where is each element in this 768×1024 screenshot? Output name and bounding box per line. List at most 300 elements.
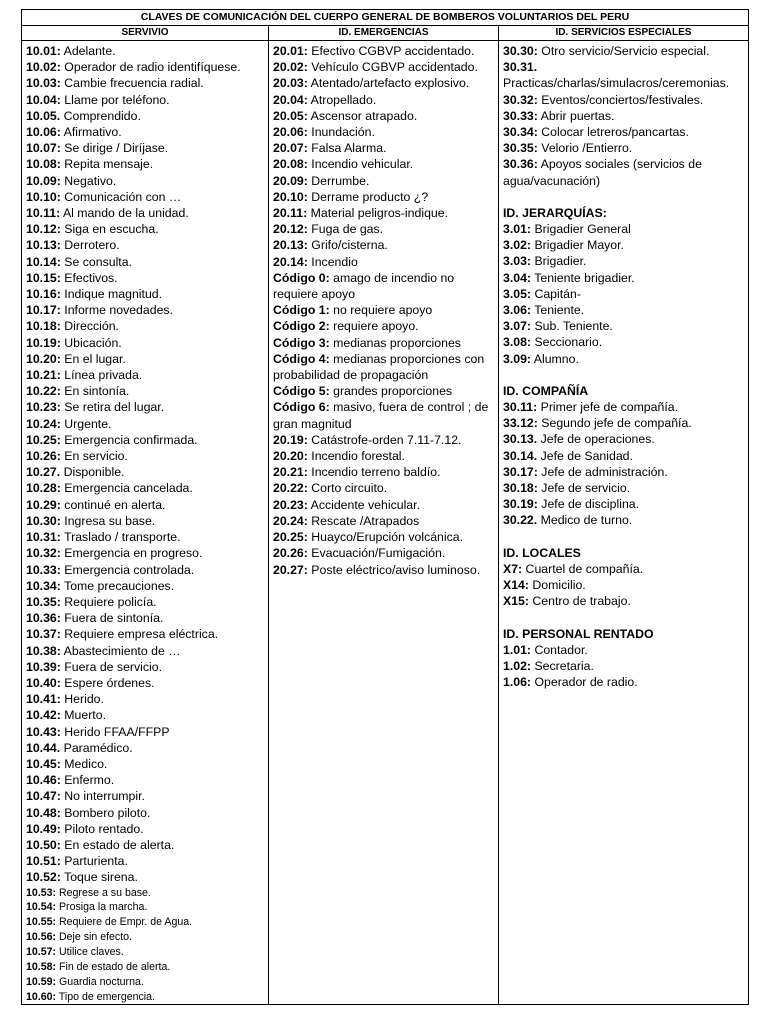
code-description: Se retira del lugar.	[60, 400, 165, 415]
code-label: Código 6:	[273, 400, 330, 415]
code-label: 30.31.	[503, 60, 538, 75]
code-label: 20.07:	[273, 141, 308, 156]
header-emergencias: ID. EMERGENCIAS	[268, 26, 498, 40]
list-item	[503, 399, 745, 415]
compania-list	[503, 399, 745, 529]
code-label: 10.45:	[26, 756, 61, 771]
list-item	[503, 92, 745, 108]
code-description: Inundación.	[307, 125, 375, 140]
code-label: 10.19:	[26, 335, 61, 350]
code-label: 20.22:	[273, 481, 308, 496]
list-item	[273, 562, 495, 578]
code-label: 10.36:	[26, 611, 61, 626]
code-description: Repita mensaje.	[60, 157, 154, 172]
code-label: 20.21:	[273, 465, 308, 480]
code-description: Disponible.	[60, 465, 125, 480]
list-item	[26, 254, 265, 270]
code-label: 10.34:	[26, 578, 61, 593]
code-label: 10.53:	[26, 886, 57, 899]
code-label: 10.33:	[26, 562, 61, 577]
code-label: 10.42:	[26, 708, 61, 723]
list-item	[26, 837, 265, 853]
code-label: 30.35:	[503, 141, 538, 156]
list-item	[26, 156, 265, 172]
code-label: 10.10:	[26, 189, 61, 204]
code-label: 20.04:	[273, 92, 308, 107]
list-item	[26, 853, 265, 869]
code-description: Tome precauciones.	[60, 578, 175, 593]
list-item	[26, 351, 265, 367]
code-label: 10.26:	[26, 449, 61, 464]
list-item	[273, 351, 495, 383]
list-item	[26, 788, 265, 804]
code-description: Capitán-	[531, 286, 581, 301]
code-label: 20.05:	[273, 108, 308, 123]
list-item	[26, 367, 265, 383]
code-label: 10.20:	[26, 351, 61, 366]
code-description: Medico.	[60, 756, 108, 771]
table-body	[22, 41, 748, 1005]
list-item	[26, 975, 265, 990]
code-label: X14:	[503, 578, 529, 593]
code-label: 10.02:	[26, 60, 61, 75]
code-label: 1.06:	[503, 675, 532, 690]
list-item	[26, 529, 265, 545]
especiales-list	[503, 43, 745, 189]
list-item	[503, 221, 745, 237]
code-label: 10.52:	[26, 870, 61, 885]
code-label: 10.58:	[26, 961, 57, 974]
list-item	[26, 594, 265, 610]
code-description: Abrir puertas.	[537, 108, 615, 123]
list-item	[26, 772, 265, 788]
code-description: Urgente.	[60, 416, 112, 431]
list-item	[26, 59, 265, 75]
code-description: Utilice claves.	[56, 946, 124, 959]
code-label: 10.06:	[26, 125, 61, 140]
code-label: 10.40:	[26, 675, 61, 690]
list-item	[26, 915, 265, 930]
code-description: Indique magnitud.	[60, 287, 163, 302]
code-label: 10.30:	[26, 513, 61, 528]
code-description: Derrotero.	[60, 238, 120, 253]
list-item	[26, 886, 265, 901]
list-item	[26, 900, 265, 915]
code-label: 30.11:	[503, 400, 538, 415]
list-item	[273, 464, 495, 480]
list-item	[26, 205, 265, 221]
code-description: Tipo de emergencia.	[56, 990, 155, 1003]
code-description: Domicilio.	[528, 578, 586, 593]
code-description: Corto circuito.	[307, 481, 388, 496]
code-description: Material peligros-indique.	[307, 206, 449, 221]
code-label: 3.02:	[503, 238, 532, 253]
code-description: Espere órdenes.	[60, 675, 155, 690]
list-item	[26, 562, 265, 578]
code-description: Jefe de servicio.	[537, 481, 631, 496]
code-description: Brigadier Mayor.	[531, 238, 624, 253]
list-item	[26, 92, 265, 108]
code-description: Emergencia cancelada.	[60, 481, 193, 496]
list-item	[273, 43, 495, 59]
code-label: 10.11:	[26, 206, 61, 221]
list-item	[503, 464, 745, 480]
code-description: Efectivo CGBVP accidentado.	[307, 44, 475, 58]
code-description: Accidente vehicular.	[307, 497, 420, 512]
list-item	[273, 59, 495, 75]
code-description: Atentado/artefacto explosivo.	[307, 76, 470, 91]
code-description: medianas proporciones	[329, 335, 461, 350]
code-description: Negativo.	[60, 173, 117, 188]
list-item	[26, 140, 265, 156]
code-label: 10.29:	[26, 497, 61, 512]
code-description: Grifo/cisterna.	[307, 238, 388, 253]
list-item	[273, 75, 495, 91]
list-item	[503, 642, 745, 658]
code-label: 10.31:	[26, 530, 61, 545]
code-description: Poste eléctrico/aviso luminoso.	[307, 562, 481, 577]
code-label: 20.26:	[273, 546, 308, 561]
code-label: 10.59:	[26, 976, 57, 988]
codes-table	[21, 9, 749, 1005]
list-item	[26, 513, 265, 529]
code-label: 10.46:	[26, 773, 61, 788]
list-item	[503, 270, 745, 286]
code-description: Guardia nocturna.	[56, 976, 144, 988]
list-item	[26, 675, 265, 691]
list-item	[26, 189, 265, 205]
list-item	[26, 432, 265, 448]
code-description: Efectivos.	[60, 270, 118, 285]
list-item	[273, 221, 495, 237]
code-description: Adelante.	[60, 44, 116, 58]
code-label: 10.03:	[26, 76, 61, 91]
code-label: 20.02:	[273, 60, 308, 75]
list-item	[503, 75, 745, 91]
list-item	[503, 593, 745, 609]
code-label: 10.07:	[26, 141, 61, 156]
code-label: Código 0:	[273, 270, 330, 285]
code-description: Regrese a su base.	[56, 886, 151, 899]
code-label: 10.23:	[26, 400, 61, 415]
code-description: Centro de trabajo.	[528, 594, 631, 609]
code-label: 20.12:	[273, 222, 308, 237]
code-description: En el lugar.	[60, 351, 126, 366]
code-label: 30.34:	[503, 125, 538, 140]
code-label: 10.49:	[26, 821, 61, 836]
list-item	[273, 383, 495, 399]
code-description: Seccionario.	[531, 335, 603, 350]
column-servicio	[22, 41, 268, 1005]
code-label: 20.23:	[273, 497, 308, 512]
code-description: En servicio.	[60, 449, 128, 464]
list-item	[273, 318, 495, 334]
code-label: 10.18:	[26, 319, 61, 334]
code-description: Primer jefe de compañía.	[537, 400, 678, 415]
code-description: masivo, fuera de control ; de gran magnitud	[273, 400, 489, 431]
list-item	[273, 513, 495, 529]
code-label: 10.38:	[26, 643, 61, 658]
code-label: X15:	[503, 594, 529, 609]
code-description: Comprendido.	[60, 108, 141, 123]
list-item	[503, 480, 745, 496]
code-description: Requiere de Empr. de Agua.	[56, 916, 193, 929]
code-label: 10.37:	[26, 627, 61, 642]
list-item	[273, 302, 495, 318]
list-item	[503, 561, 745, 577]
list-item	[26, 724, 265, 740]
list-item	[503, 43, 745, 59]
code-description: Parturienta.	[60, 854, 128, 869]
code-description: Atropellado.	[307, 92, 377, 107]
list-item	[26, 399, 265, 415]
header-servicio: SERVIVIO	[121, 27, 169, 38]
column-headers	[22, 26, 748, 41]
list-item	[26, 124, 265, 140]
list-item	[26, 805, 265, 821]
code-description: Se dirige / Diríjase.	[60, 141, 169, 156]
list-item	[26, 610, 265, 626]
code-label: 10.28:	[26, 481, 61, 496]
list-item	[26, 448, 265, 464]
code-label: 10.14:	[26, 254, 61, 269]
header-especiales: ID. SERVICIOS ESPECIALES	[498, 26, 748, 40]
code-description: Ascensor atrapado.	[307, 108, 418, 123]
code-label: 10.60:	[26, 990, 57, 1003]
code-label: Código 3:	[273, 335, 330, 350]
code-label: 3.05:	[503, 286, 532, 301]
code-description: no requiere apoyo	[329, 303, 433, 318]
list-item	[503, 351, 745, 367]
code-label: 10.57:	[26, 946, 57, 959]
list-item	[273, 545, 495, 561]
list-item	[26, 643, 265, 659]
code-label: Código 1:	[273, 303, 330, 318]
code-label: 30.22.	[503, 513, 538, 528]
code-description: Brigadier General	[531, 222, 631, 237]
code-label: 10.55:	[26, 916, 57, 929]
code-description: Vehículo CGBVP accidentado.	[307, 60, 478, 75]
list-item	[26, 821, 265, 837]
code-description: Otro servicio/Servicio especial.	[537, 44, 710, 58]
code-description: En sintonía.	[60, 384, 130, 399]
code-label: 10.22:	[26, 384, 61, 399]
code-description: Velorio /Entierro.	[537, 141, 633, 156]
code-label: 30.17:	[503, 464, 538, 479]
list-item	[26, 626, 265, 642]
list-item	[26, 173, 265, 189]
code-label: 1.01:	[503, 642, 532, 657]
code-description: Ingresa su base.	[60, 513, 156, 528]
list-item	[26, 221, 265, 237]
code-label: 33.12:	[503, 416, 538, 431]
list-item	[503, 108, 745, 124]
code-description: Bombero piloto.	[60, 805, 151, 820]
code-description: Contador.	[531, 642, 588, 657]
code-description: Teniente brigadier.	[531, 270, 635, 285]
code-description: Cuartel de compañía.	[522, 561, 644, 576]
list-item	[273, 254, 495, 270]
code-label: 30.13.	[503, 432, 538, 447]
code-description: Evacuación/Fumigación.	[307, 546, 446, 561]
code-label: 10.39:	[26, 659, 61, 674]
code-description: Enfermo.	[60, 773, 115, 788]
list-item	[503, 124, 745, 140]
list-item	[26, 464, 265, 480]
list-item	[273, 140, 495, 156]
list-item	[26, 335, 265, 351]
list-item	[273, 497, 495, 513]
code-description: requiere apoyo.	[329, 319, 419, 334]
list-item	[26, 659, 265, 675]
column-especiales	[498, 41, 748, 1005]
code-description: Ubicación.	[60, 335, 122, 350]
code-description: Practicas/charlas/simulacros/ceremonias.	[503, 76, 730, 91]
code-description: Jefe de operaciones.	[537, 432, 655, 447]
code-description: Requiere empresa eléctrica.	[60, 627, 219, 642]
code-label: 3.06:	[503, 303, 532, 318]
list-item	[273, 432, 495, 448]
code-label: 20.19:	[273, 432, 308, 447]
code-label: 10.50:	[26, 837, 61, 852]
code-label: 10.51:	[26, 854, 61, 869]
code-description: Segundo jefe de compañía.	[537, 416, 692, 431]
code-label: 30.18:	[503, 481, 538, 496]
code-description: Paramédico.	[60, 740, 133, 755]
list-item	[26, 270, 265, 286]
code-label: 30.14.	[503, 448, 538, 463]
code-description: Brigadier.	[531, 254, 587, 269]
list-item	[26, 869, 265, 885]
list-item	[26, 578, 265, 594]
code-label: 10.56:	[26, 931, 57, 944]
code-label: 10.44.	[26, 740, 61, 755]
list-item	[26, 108, 265, 124]
code-description: Comunicación con …	[60, 189, 182, 204]
code-description: Rescate /Atrapados	[307, 513, 420, 528]
code-description: Cambie frecuencia radial.	[60, 76, 204, 91]
list-item	[26, 691, 265, 707]
list-item	[503, 302, 745, 318]
code-description: medianas proporciones con probabilidad de propagación	[273, 351, 485, 383]
list-item	[273, 205, 495, 221]
code-label: 3.04:	[503, 270, 532, 285]
code-description: Colocar letreros/pancartas.	[537, 125, 689, 140]
list-item	[273, 92, 495, 108]
list-item	[503, 431, 745, 447]
code-label: 10.32:	[26, 546, 61, 561]
code-description: Apoyos sociales (servicios de agua/vacunación)	[503, 157, 702, 188]
list-item	[503, 156, 745, 188]
code-description: Deje sin efecto.	[56, 931, 133, 944]
code-label: 10.54:	[26, 901, 57, 914]
code-description: Fuga de gas.	[307, 222, 384, 237]
code-description: Toque sirena.	[60, 870, 138, 885]
code-label: 10.12:	[26, 222, 61, 237]
code-label: 10.35:	[26, 594, 61, 609]
code-description: Siga en escucha.	[60, 222, 159, 237]
code-description: Huayco/Erupción volcánica.	[307, 530, 464, 545]
list-item	[273, 335, 495, 351]
code-label: 10.09:	[26, 173, 61, 188]
list-item	[273, 480, 495, 496]
code-description: grandes proporciones	[329, 384, 453, 399]
code-label: X7:	[503, 561, 523, 576]
code-description: Línea privada.	[60, 368, 143, 383]
code-label: 1.02:	[503, 658, 532, 673]
list-item	[26, 740, 265, 756]
table-title: CLAVES DE COMUNICACIÓN DEL CUERPO GENERAL DE BOMBEROS VOLUNTARIOS DEL PERU	[22, 10, 748, 26]
list-item	[26, 237, 265, 253]
list-item	[273, 529, 495, 545]
list-item	[273, 173, 495, 189]
code-description: Jefe de administración.	[537, 464, 668, 479]
list-item	[273, 270, 495, 302]
code-description: Informe novedades.	[60, 303, 173, 318]
code-label: 20.14:	[273, 254, 308, 269]
list-item	[503, 448, 745, 464]
list-item	[503, 674, 745, 690]
code-label: 10.08:	[26, 157, 61, 172]
code-description: Herido FFAA/FFPP	[60, 724, 170, 739]
code-label: 30.36:	[503, 157, 538, 172]
code-label: 30.30:	[503, 44, 538, 58]
code-label: 20.25:	[273, 530, 308, 545]
code-label: 10.01:	[26, 44, 61, 58]
list-item	[26, 43, 265, 59]
list-item	[26, 945, 265, 960]
code-label: 20.13:	[273, 238, 308, 253]
code-label: 20.01:	[273, 44, 308, 58]
section-title-personal: ID. PERSONAL RENTADO	[503, 626, 654, 641]
code-label: 3.01:	[503, 222, 532, 237]
locales-list	[503, 561, 745, 610]
list-item	[26, 960, 265, 975]
code-description: Incendio	[307, 254, 358, 269]
code-label: 10.13:	[26, 238, 61, 253]
code-description: Incendio vehicular.	[307, 157, 414, 172]
code-description: Emergencia controlada.	[60, 562, 195, 577]
code-label: 30.32:	[503, 92, 538, 107]
code-label: 3.03:	[503, 254, 532, 269]
column-emergencias	[268, 41, 498, 1005]
code-label: 10.21:	[26, 368, 61, 383]
code-description: Afirmativo.	[60, 125, 122, 140]
code-description: Falsa Alarma.	[307, 141, 387, 156]
list-item	[503, 658, 745, 674]
list-item	[26, 497, 265, 513]
code-label: 10.25:	[26, 432, 61, 447]
list-item	[26, 930, 265, 945]
code-label: 20.24:	[273, 513, 308, 528]
code-label: 10.41:	[26, 692, 61, 707]
code-description: Derrumbe.	[307, 173, 370, 188]
list-item	[503, 318, 745, 334]
code-description: Catástrofe-orden 7.11-7.12.	[307, 432, 462, 447]
code-label: 20.09:	[273, 173, 308, 188]
code-description: Al mando de la unidad.	[60, 206, 189, 221]
code-label: 3.07:	[503, 319, 532, 334]
list-item	[503, 59, 745, 75]
list-item	[273, 108, 495, 124]
code-label: 20.11:	[273, 206, 308, 221]
list-item	[273, 124, 495, 140]
list-item	[503, 512, 745, 528]
code-label: 10.27.	[26, 465, 61, 480]
code-label: 10.48:	[26, 805, 61, 820]
code-label: 20.06:	[273, 125, 308, 140]
section-title-jerarquias: ID. JERARQUÍAS:	[503, 205, 607, 220]
